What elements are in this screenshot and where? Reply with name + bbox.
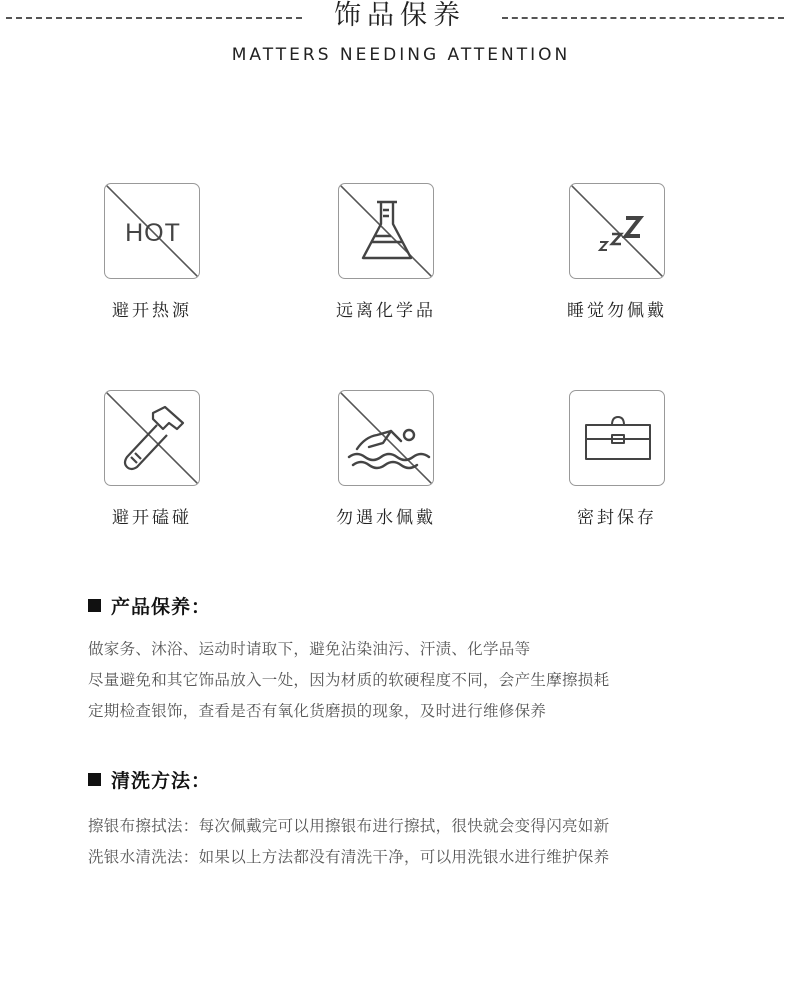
care-title-text: 产品保养： xyxy=(111,596,212,618)
icon-label-sealed: 密封保存 xyxy=(577,508,657,528)
care-paragraph xyxy=(88,634,748,727)
care-line: 尽量避免和其它饰品放入一处，因为材质的软硬程度不同，会产生摩擦损耗 xyxy=(88,671,610,689)
section-title-cleaning xyxy=(88,768,211,794)
flask-icon xyxy=(338,183,434,279)
page-subtitle: MATTERS NEEDING ATTENTION xyxy=(231,45,571,65)
icon-label-bump: 避开磕碰 xyxy=(112,508,192,528)
hot-text: HOT xyxy=(125,219,181,247)
cleaning-line: 擦银布擦拭法：每次佩戴完可以用擦银布进行擦拭，很快就会变得闪亮如新 xyxy=(88,817,610,835)
care-line: 做家务、沐浴、运动时请取下，避免沾染油污、汗渍、化学品等 xyxy=(88,640,531,658)
sleep-icon xyxy=(569,183,665,279)
swim-icon xyxy=(338,390,434,486)
care-line: 定期检查银饰，查看是否有氧化货磨损的现象，及时进行维修保养 xyxy=(88,702,547,720)
dashed-divider-right xyxy=(502,17,784,19)
square-bullet-icon xyxy=(88,599,101,612)
section-title-care xyxy=(88,594,211,620)
hot-icon xyxy=(104,183,200,279)
page-title: 饰品保养 xyxy=(334,0,466,31)
dashed-divider-left xyxy=(6,17,302,19)
cleaning-paragraph xyxy=(88,811,748,873)
square-bullet-icon xyxy=(88,773,101,786)
cleaning-line: 洗银水清洗法：如果以上方法都没有清洗干净，可以用洗银水进行维护保养 xyxy=(88,848,610,866)
icon-label-chemicals: 远离化学品 xyxy=(336,301,436,321)
header xyxy=(0,0,790,80)
cleaning-title-text: 清洗方法： xyxy=(111,770,212,792)
icon-label-sleep: 睡觉勿佩戴 xyxy=(567,301,667,321)
hammer-icon xyxy=(104,390,200,486)
icon-label-water: 勿遇水佩戴 xyxy=(336,508,436,528)
icon-label-heat: 避开热源 xyxy=(112,301,192,321)
box-icon xyxy=(569,390,665,486)
